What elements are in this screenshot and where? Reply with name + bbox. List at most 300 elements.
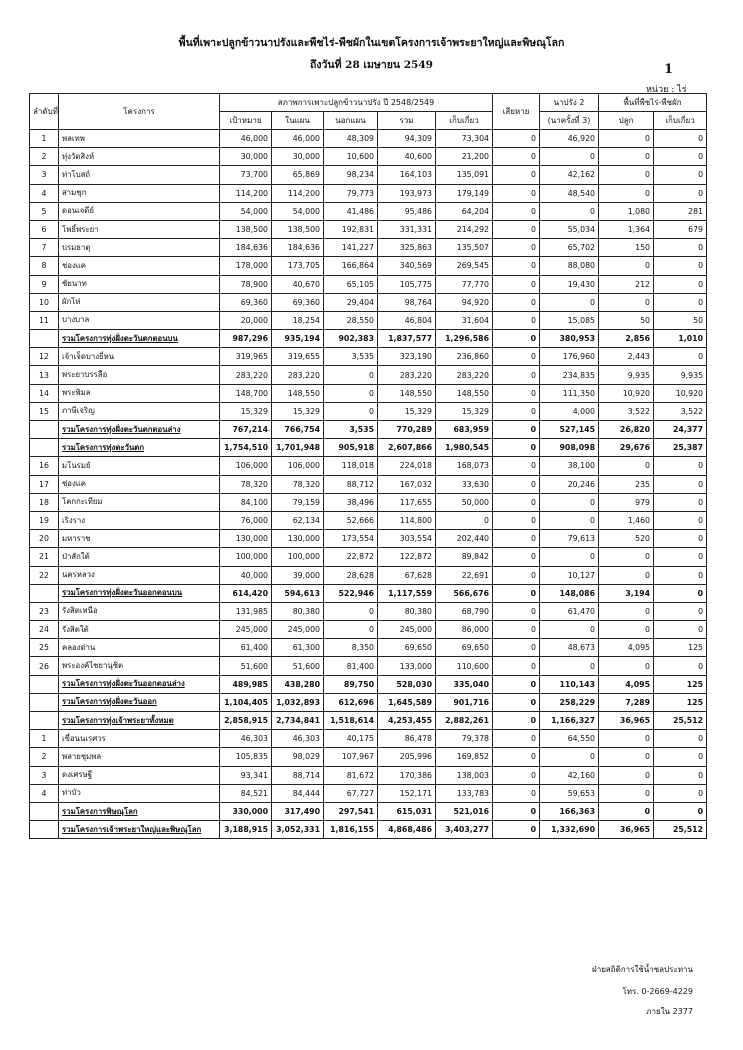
table-row <box>30 730 707 748</box>
row-value-cell: 89,750 <box>324 675 378 693</box>
table-body <box>30 130 707 839</box>
summary-row <box>30 712 707 730</box>
table-row <box>30 402 707 420</box>
table-row <box>30 184 707 202</box>
row-value-cell: 323,190 <box>378 348 436 366</box>
row-value-cell: 0 <box>493 457 540 475</box>
row-value-cell: 46,000 <box>272 130 324 148</box>
row-value-cell: 283,220 <box>272 366 324 384</box>
row-value-cell: 51,600 <box>220 657 272 675</box>
row-project-name: เจ้าเจ็ดบางยี่หน <box>59 348 220 366</box>
row-value-cell: 1,332,690 <box>540 821 599 839</box>
row-value-cell: 98,234 <box>324 166 378 184</box>
row-value-cell: 0 <box>654 621 707 639</box>
row-value-cell: 1,166,327 <box>540 712 599 730</box>
row-value-cell: 7,289 <box>599 693 654 711</box>
row-value-cell: 2,443 <box>599 348 654 366</box>
row-order <box>30 584 59 602</box>
row-value-cell: 76,000 <box>220 511 272 529</box>
row-value-cell: 0 <box>540 748 599 766</box>
row-value-cell: 0 <box>493 766 540 784</box>
row-value-cell: 0 <box>599 730 654 748</box>
row-value-cell: 0 <box>493 166 540 184</box>
row-project-name: โพธิ์พระยา <box>59 220 220 238</box>
table-row <box>30 311 707 329</box>
row-project-name: รังสิตเหนือ <box>59 602 220 620</box>
row-value-cell: 84,100 <box>220 493 272 511</box>
row-value-cell: 0 <box>599 130 654 148</box>
row-value-cell: 148,550 <box>272 384 324 402</box>
row-value-cell: 2,858,915 <box>220 712 272 730</box>
row-value-cell: 214,292 <box>436 220 493 238</box>
row-value-cell: 612,696 <box>324 693 378 711</box>
row-value-cell: 0 <box>493 421 540 439</box>
row-value-cell: 73,700 <box>220 166 272 184</box>
row-value-cell: 0 <box>599 548 654 566</box>
row-value-cell: 4,095 <box>599 675 654 693</box>
row-value-cell: 95,486 <box>378 202 436 220</box>
summary-row <box>30 821 707 839</box>
row-order <box>30 712 59 730</box>
summary-row <box>30 584 707 602</box>
row-order: 11 <box>30 311 59 329</box>
row-value-cell: 319,655 <box>272 348 324 366</box>
row-order <box>30 421 59 439</box>
row-value-cell: 1,701,948 <box>272 439 324 457</box>
row-value-cell: 30,000 <box>220 148 272 166</box>
row-value-cell: 1,980,545 <box>436 439 493 457</box>
row-project-name: คลองด่าน <box>59 639 220 657</box>
row-project-name: ดอนเจดีย์ <box>59 202 220 220</box>
row-value-cell: 1,364 <box>599 220 654 238</box>
row-value-cell: 0 <box>654 293 707 311</box>
row-value-cell: 152,171 <box>378 784 436 802</box>
row-value-cell: 3,522 <box>654 402 707 420</box>
row-value-cell: 0 <box>436 511 493 529</box>
row-value-cell: 283,220 <box>220 366 272 384</box>
row-value-cell: 184,636 <box>220 239 272 257</box>
row-order: 20 <box>30 530 59 548</box>
table-row <box>30 275 707 293</box>
row-value-cell: 3,052,331 <box>272 821 324 839</box>
row-order: 9 <box>30 275 59 293</box>
row-value-cell: 69,360 <box>272 293 324 311</box>
row-value-cell: 110,600 <box>436 657 493 675</box>
row-project-name: ท่าบัว <box>59 784 220 802</box>
row-value-cell: 0 <box>654 457 707 475</box>
table-row <box>30 257 707 275</box>
row-value-cell: 0 <box>599 457 654 475</box>
row-value-cell: 46,303 <box>272 730 324 748</box>
table-row <box>30 639 707 657</box>
row-project-name: ผักไห่ <box>59 293 220 311</box>
row-value-cell: 110,143 <box>540 675 599 693</box>
row-project-name: สามชุก <box>59 184 220 202</box>
row-value-cell: 184,636 <box>272 239 324 257</box>
row-project-name: เขื่อนนเรศวร <box>59 730 220 748</box>
row-order: 26 <box>30 657 59 675</box>
row-value-cell: 15,329 <box>220 402 272 420</box>
row-value-cell: 50 <box>599 311 654 329</box>
row-value-cell: 46,000 <box>220 130 272 148</box>
row-value-cell: 114,800 <box>378 511 436 529</box>
row-value-cell: 0 <box>324 366 378 384</box>
row-project-name: ทุ่งวัดสิงห์ <box>59 148 220 166</box>
table-row <box>30 348 707 366</box>
row-value-cell: 21,200 <box>436 148 493 166</box>
row-order: 16 <box>30 457 59 475</box>
row-value-cell: 205,996 <box>378 748 436 766</box>
row-project-name: ดงเศรษฐี <box>59 766 220 784</box>
row-value-cell: 86,000 <box>436 621 493 639</box>
row-value-cell: 905,918 <box>324 439 378 457</box>
row-value-cell: 51,600 <box>272 657 324 675</box>
row-value-cell: 0 <box>493 384 540 402</box>
row-value-cell: 84,521 <box>220 784 272 802</box>
row-value-cell: 148,550 <box>378 384 436 402</box>
row-value-cell: 148,700 <box>220 384 272 402</box>
row-value-cell: 61,400 <box>220 639 272 657</box>
row-value-cell: 319,965 <box>220 348 272 366</box>
row-value-cell: 69,650 <box>436 639 493 657</box>
row-value-cell: 50,000 <box>436 493 493 511</box>
row-value-cell: 48,673 <box>540 639 599 657</box>
report-title: พื้นที่เพาะปลูกข้าวนาปรังและพืชไร่-พืชผักในเขตโครงการเจ้าพระยาใหญ่และพิษณุโลก <box>178 37 565 49</box>
row-value-cell: 4,868,486 <box>378 821 436 839</box>
summary-row <box>30 330 707 348</box>
row-value-cell: 679 <box>654 220 707 238</box>
row-value-cell: 902,383 <box>324 330 378 348</box>
row-value-cell: 135,507 <box>436 239 493 257</box>
row-value-cell: 40,000 <box>220 566 272 584</box>
row-value-cell: 125 <box>654 693 707 711</box>
table-row <box>30 239 707 257</box>
row-value-cell: 770,289 <box>378 421 436 439</box>
row-value-cell: 0 <box>599 602 654 620</box>
row-value-cell: 0 <box>493 675 540 693</box>
row-value-cell: 1,754,510 <box>220 439 272 457</box>
row-value-cell: 133,783 <box>436 784 493 802</box>
row-value-cell: 0 <box>599 621 654 639</box>
row-value-cell: 0 <box>599 784 654 802</box>
row-value-cell: 0 <box>654 148 707 166</box>
row-value-cell: 64,550 <box>540 730 599 748</box>
row-value-cell: 117,655 <box>378 493 436 511</box>
row-value-cell: 3,535 <box>324 421 378 439</box>
row-value-cell: 9,935 <box>599 366 654 384</box>
row-value-cell: 0 <box>493 748 540 766</box>
header-order: ลำดับที่ <box>30 94 59 130</box>
row-order: 25 <box>30 639 59 657</box>
row-value-cell: 148,086 <box>540 584 599 602</box>
row-value-cell: 0 <box>540 657 599 675</box>
row-value-cell: 131,985 <box>220 602 272 620</box>
row-value-cell: 15,085 <box>540 311 599 329</box>
row-project-name: ป่าสักใต้ <box>59 548 220 566</box>
row-value-cell: 138,500 <box>272 220 324 238</box>
row-value-cell: 40,670 <box>272 275 324 293</box>
row-value-cell: 192,831 <box>324 220 378 238</box>
row-value-cell: 908,098 <box>540 439 599 457</box>
row-value-cell: 80,380 <box>378 602 436 620</box>
row-value-cell: 0 <box>599 166 654 184</box>
row-value-cell: 0 <box>493 730 540 748</box>
row-value-cell: 173,554 <box>324 530 378 548</box>
row-value-cell: 9,935 <box>654 366 707 384</box>
row-value-cell: 0 <box>599 748 654 766</box>
table-row <box>30 166 707 184</box>
row-project-name: รวมโครงการทุ่งฝั่งตะวันออกตอนบน <box>59 584 220 602</box>
row-value-cell: 0 <box>493 530 540 548</box>
row-value-cell: 133,000 <box>378 657 436 675</box>
row-value-cell: 269,545 <box>436 257 493 275</box>
row-value-cell: 438,280 <box>272 675 324 693</box>
row-value-cell: 93,341 <box>220 766 272 784</box>
table-row <box>30 220 707 238</box>
row-value-cell: 88,080 <box>540 257 599 275</box>
row-order: 10 <box>30 293 59 311</box>
row-value-cell: 1,645,589 <box>378 693 436 711</box>
row-value-cell: 29,404 <box>324 293 378 311</box>
row-value-cell: 0 <box>654 511 707 529</box>
row-value-cell: 987,296 <box>220 330 272 348</box>
row-value-cell: 33,630 <box>436 475 493 493</box>
footer-extension: ภายใน 2377 <box>646 1007 693 1016</box>
row-value-cell: 0 <box>324 621 378 639</box>
row-value-cell: 41,486 <box>324 202 378 220</box>
page-number: 1 <box>664 62 674 77</box>
row-value-cell: 0 <box>654 657 707 675</box>
row-order: 21 <box>30 548 59 566</box>
row-value-cell: 30,000 <box>272 148 324 166</box>
header-in-plan: ในแผน <box>272 112 324 130</box>
row-value-cell: 10,127 <box>540 566 599 584</box>
row-order: 5 <box>30 202 59 220</box>
footer-phone: โทร. 0-2669-4229 <box>622 987 693 996</box>
row-value-cell: 0 <box>493 366 540 384</box>
header-out-plan: นอกแผน <box>324 112 378 130</box>
row-value-cell: 0 <box>493 184 540 202</box>
row-value-cell: 61,470 <box>540 602 599 620</box>
row-value-cell: 0 <box>654 348 707 366</box>
table-row <box>30 511 707 529</box>
row-value-cell: 10,920 <box>654 384 707 402</box>
table-row <box>30 602 707 620</box>
row-order: 23 <box>30 602 59 620</box>
row-project-name: ภาษีเจริญ <box>59 402 220 420</box>
row-value-cell: 0 <box>654 584 707 602</box>
row-project-name: มโนรมย์ <box>59 457 220 475</box>
row-value-cell: 42,160 <box>540 766 599 784</box>
row-value-cell: 1,816,155 <box>324 821 378 839</box>
row-value-cell: 26,820 <box>599 421 654 439</box>
row-value-cell: 0 <box>654 166 707 184</box>
row-value-cell: 8,350 <box>324 639 378 657</box>
row-project-name: รวมโครงการทุ่งฝั่งตะวันตกตอนล่าง <box>59 421 220 439</box>
row-value-cell: 65,702 <box>540 239 599 257</box>
row-value-cell: 0 <box>654 802 707 820</box>
row-value-cell: 4,000 <box>540 402 599 420</box>
row-value-cell: 166,363 <box>540 802 599 820</box>
unit-label: หน่วย : ไร่ <box>646 85 687 95</box>
row-order: 24 <box>30 621 59 639</box>
row-value-cell: 521,016 <box>436 802 493 820</box>
row-project-name: รังสิตใต้ <box>59 621 220 639</box>
row-value-cell: 4,095 <box>599 639 654 657</box>
row-value-cell: 901,716 <box>436 693 493 711</box>
row-project-name: โคกกะเทียม <box>59 493 220 511</box>
table-row <box>30 784 707 802</box>
row-value-cell: 283,220 <box>378 366 436 384</box>
row-value-cell: 138,003 <box>436 766 493 784</box>
row-value-cell: 55,034 <box>540 220 599 238</box>
table-row <box>30 366 707 384</box>
row-value-cell: 1,296,586 <box>436 330 493 348</box>
row-value-cell: 84,444 <box>272 784 324 802</box>
row-value-cell: 325,863 <box>378 239 436 257</box>
row-value-cell: 10,920 <box>599 384 654 402</box>
row-value-cell: 176,960 <box>540 348 599 366</box>
row-value-cell: 65,869 <box>272 166 324 184</box>
row-value-cell: 0 <box>324 384 378 402</box>
row-value-cell: 15,329 <box>378 402 436 420</box>
row-project-name: บรมธาตุ <box>59 239 220 257</box>
row-project-name: รวมโครงการพิษณุโลก <box>59 802 220 820</box>
row-value-cell: 0 <box>493 639 540 657</box>
row-value-cell: 80,380 <box>272 602 324 620</box>
row-value-cell: 489,985 <box>220 675 272 693</box>
row-value-cell: 0 <box>540 493 599 511</box>
row-order <box>30 675 59 693</box>
row-value-cell: 3,188,915 <box>220 821 272 839</box>
row-value-cell: 3,535 <box>324 348 378 366</box>
row-value-cell: 25,387 <box>654 439 707 457</box>
row-value-cell: 98,029 <box>272 748 324 766</box>
row-project-name: รวมโครงการทุ่งฝั่งตะวันออกตอนล่าง <box>59 675 220 693</box>
row-project-name: บางบาล <box>59 311 220 329</box>
row-value-cell: 979 <box>599 493 654 511</box>
row-value-cell: 130,000 <box>220 530 272 548</box>
row-value-cell: 0 <box>493 493 540 511</box>
table-row <box>30 384 707 402</box>
row-value-cell: 98,764 <box>378 293 436 311</box>
row-value-cell: 100,000 <box>272 548 324 566</box>
row-value-cell: 179,149 <box>436 184 493 202</box>
row-value-cell: 0 <box>493 402 540 420</box>
row-project-name: พลายชุมพล <box>59 748 220 766</box>
row-value-cell: 38,100 <box>540 457 599 475</box>
row-value-cell: 169,852 <box>436 748 493 766</box>
row-value-cell: 69,650 <box>378 639 436 657</box>
row-value-cell: 40,175 <box>324 730 378 748</box>
row-value-cell: 0 <box>654 184 707 202</box>
row-value-cell: 15,329 <box>436 402 493 420</box>
header-season-group: สภาพการเพาะปลูกข้าวนาปรัง ปี 2548/2549 <box>220 94 493 112</box>
row-value-cell: 18,254 <box>272 311 324 329</box>
row-value-cell: 303,554 <box>378 530 436 548</box>
row-value-cell: 566,676 <box>436 584 493 602</box>
row-value-cell: 61,300 <box>272 639 324 657</box>
row-value-cell: 122,872 <box>378 548 436 566</box>
row-order: 12 <box>30 348 59 366</box>
row-value-cell: 3,403,277 <box>436 821 493 839</box>
table-row <box>30 130 707 148</box>
row-value-cell: 0 <box>654 257 707 275</box>
row-value-cell: 594,613 <box>272 584 324 602</box>
row-value-cell: 88,712 <box>324 475 378 493</box>
row-value-cell: 28,628 <box>324 566 378 584</box>
row-value-cell: 138,500 <box>220 220 272 238</box>
header-harvested: เก็บเกี่ยว <box>436 112 493 130</box>
row-order <box>30 439 59 457</box>
row-value-cell: 59,653 <box>540 784 599 802</box>
row-order: 8 <box>30 257 59 275</box>
row-value-cell: 528,030 <box>378 675 436 693</box>
row-value-cell: 22,872 <box>324 548 378 566</box>
row-value-cell: 79,159 <box>272 493 324 511</box>
row-value-cell: 81,672 <box>324 766 378 784</box>
row-value-cell: 340,569 <box>378 257 436 275</box>
row-value-cell: 64,204 <box>436 202 493 220</box>
row-value-cell: 20,000 <box>220 311 272 329</box>
row-value-cell: 0 <box>493 621 540 639</box>
row-value-cell: 0 <box>599 148 654 166</box>
row-value-cell: 178,000 <box>220 257 272 275</box>
row-value-cell: 527,145 <box>540 421 599 439</box>
header-total: รวม <box>378 112 436 130</box>
row-value-cell: 2,607,866 <box>378 439 436 457</box>
row-value-cell: 0 <box>654 602 707 620</box>
row-value-cell: 111,350 <box>540 384 599 402</box>
row-value-cell: 164,103 <box>378 166 436 184</box>
row-value-cell: 22,691 <box>436 566 493 584</box>
row-value-cell: 36,965 <box>599 821 654 839</box>
row-order: 15 <box>30 402 59 420</box>
row-project-name: รวมโครงการทุ่งตะวันตก <box>59 439 220 457</box>
row-value-cell: 0 <box>493 293 540 311</box>
table-row <box>30 148 707 166</box>
row-value-cell: 0 <box>599 566 654 584</box>
row-value-cell: 77,770 <box>436 275 493 293</box>
row-value-cell: 48,540 <box>540 184 599 202</box>
row-value-cell: 166,864 <box>324 257 378 275</box>
row-value-cell: 297,541 <box>324 802 378 820</box>
row-order: 14 <box>30 384 59 402</box>
table-row <box>30 457 707 475</box>
row-value-cell: 54,000 <box>272 202 324 220</box>
row-value-cell: 0 <box>654 784 707 802</box>
row-value-cell: 125 <box>654 639 707 657</box>
table-row <box>30 530 707 548</box>
row-value-cell: 331,331 <box>378 220 436 238</box>
row-value-cell: 54,000 <box>220 202 272 220</box>
row-value-cell: 235 <box>599 475 654 493</box>
row-order <box>30 330 59 348</box>
row-order: 13 <box>30 366 59 384</box>
row-order: 3 <box>30 166 59 184</box>
row-order: 7 <box>30 239 59 257</box>
row-value-cell: 0 <box>493 275 540 293</box>
row-value-cell: 67,727 <box>324 784 378 802</box>
row-value-cell: 1,032,893 <box>272 693 324 711</box>
row-value-cell: 0 <box>324 402 378 420</box>
row-value-cell: 100,000 <box>220 548 272 566</box>
row-project-name: พระยาบรรลือ <box>59 366 220 384</box>
row-value-cell: 69,360 <box>220 293 272 311</box>
row-value-cell: 73,304 <box>436 130 493 148</box>
row-value-cell: 0 <box>654 548 707 566</box>
report-date: ถึงวันที่ 28 เมษายน 2549 <box>310 59 433 71</box>
